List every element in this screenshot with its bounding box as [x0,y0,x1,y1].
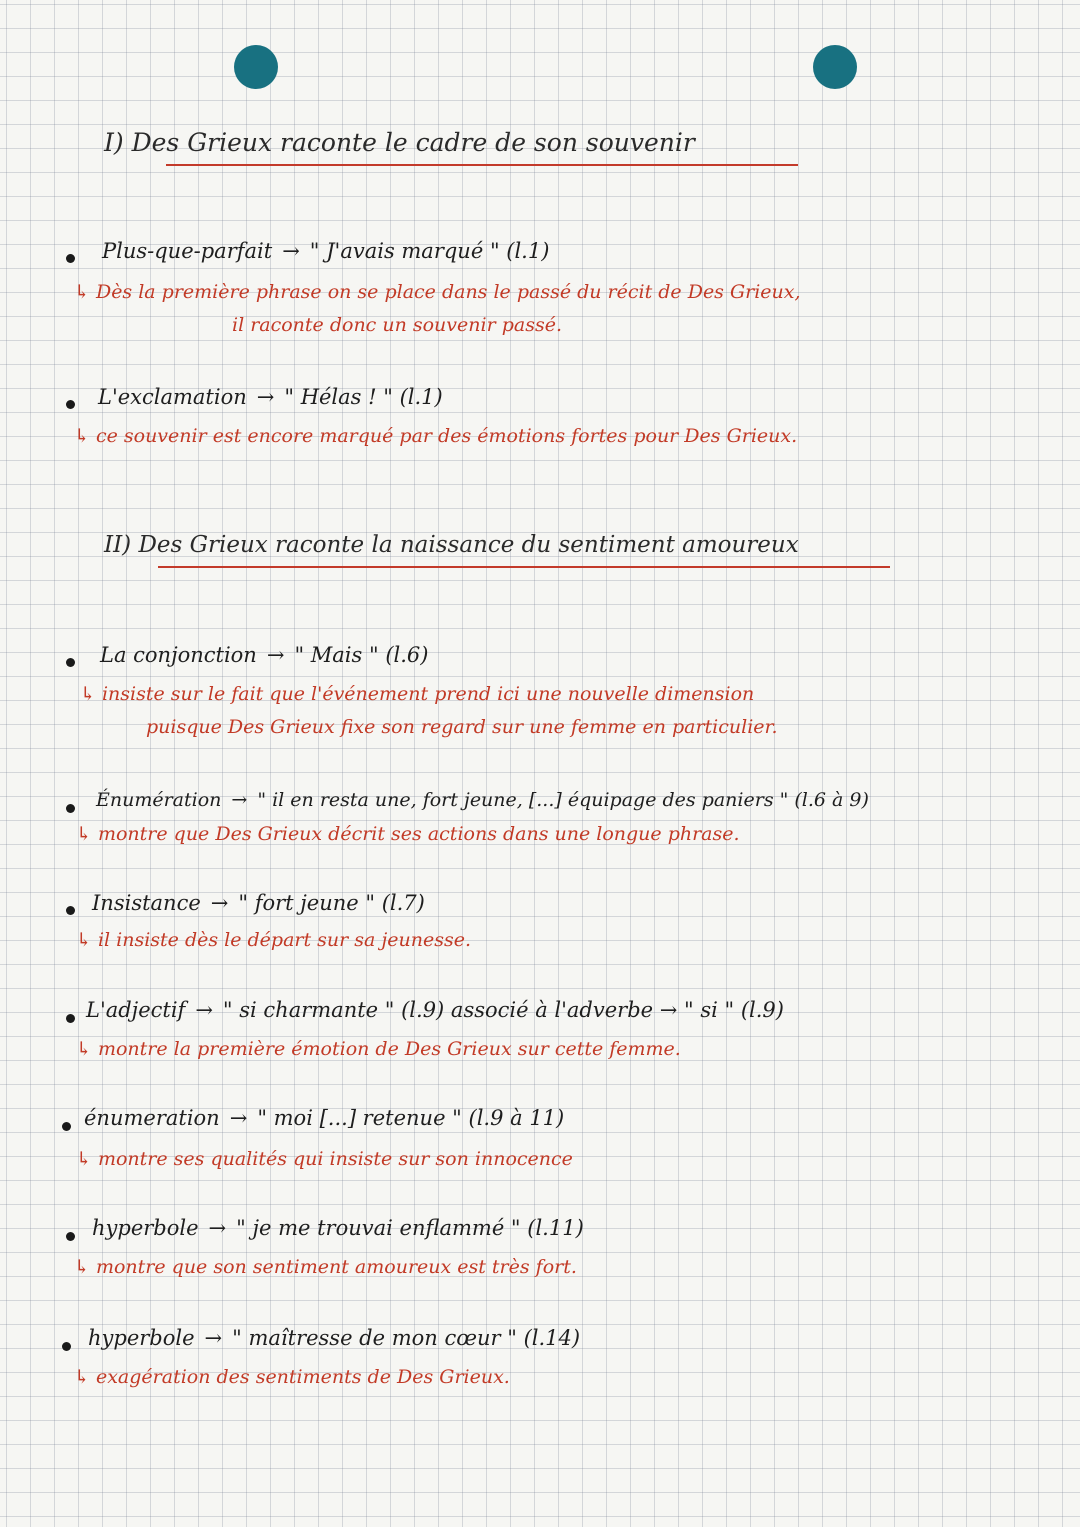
item-quote: " si charmante " (l.9) associé à l'adverbe → " si " (l.9) [222,998,784,1022]
item-term: Insistance [92,891,201,915]
item-term: énumeration [84,1106,220,1130]
item-line [88,1326,580,1350]
arrow-icon: → [204,1326,223,1350]
item-note: puisque Des Grieux fixe son regard sur une femme en particulier. [146,716,778,738]
bullet-icon [66,1014,75,1023]
arrow-icon: → [208,1216,227,1240]
arrow-icon: → [195,998,213,1022]
item-note: ↳ il insiste dès le départ sur sa jeunesse. [76,929,472,951]
item-quote: " Hélas ! " (l.1) [284,385,443,409]
bullet-icon [66,906,75,915]
item-note: ↳ exagération des sentiments de Des Grieux. [74,1366,510,1388]
arrow-icon: → [256,385,275,409]
item-line [92,891,425,915]
item-quote: " fort jeune " (l.7) [238,891,425,915]
item-term: hyperbole [88,1326,195,1350]
arrow-icon: → [231,789,248,811]
item-note: ↳ montre que Des Grieux décrit ses actions dans une longue phrase. [76,823,740,845]
item-quote: " moi [...] retenue " (l.9 à 11) [257,1106,565,1130]
item-note: ↳ montre que son sentiment amoureux est très fort. [74,1256,577,1278]
bullet-icon [66,1232,75,1241]
bullet-icon [66,254,75,263]
item-term: L'exclamation [98,385,247,409]
bullet-icon [66,400,75,409]
item-note: ↳ montre ses qualités qui insiste sur son innocence [76,1148,573,1170]
item-note: ↳ insiste sur le fait que l'événement prend ici une nouvelle dimension [80,683,755,705]
item-term: hyperbole [92,1216,199,1240]
item-quote: " J'avais marqué " (l.1) [309,239,550,263]
item-note: il raconte donc un souvenir passé. [232,314,562,336]
punch-hole-right [813,45,857,89]
section-title-1-underline [166,164,798,166]
bullet-icon [66,658,75,667]
section-title-2: II) Des Grieux raconte la naissance du sentiment amoureux [104,532,799,558]
item-term: Plus-que-parfait [102,239,273,263]
item-term: Énumération [96,789,222,811]
item-note: ↳ montre la première émotion de Des Grieux sur cette femme. [76,1038,681,1060]
item-line [100,643,428,667]
item-term: L'adjectif [86,998,186,1022]
item-note: ↳ Dès la première phrase on se place dans le passé du récit de Des Grieux, [74,281,801,303]
arrow-icon: → [210,891,229,915]
bullet-icon [66,804,75,813]
punch-hole-left [234,45,278,89]
arrow-icon: → [282,239,300,263]
item-line [96,789,869,811]
section-title-2-underline [158,566,890,568]
item-line [102,239,549,263]
item-line [84,1106,564,1130]
item-term: La conjonction [100,643,257,667]
item-line [92,1216,584,1240]
item-quote: " il en resta une, fort jeune, [...] équipage des paniers " (l.6 à 9) [257,789,869,811]
item-quote: " je me trouvai enflammé " (l.11) [236,1216,584,1240]
bullet-icon [62,1342,71,1351]
item-quote: " maîtresse de mon cœur " (l.14) [232,1326,581,1350]
item-line [98,385,443,409]
item-note: ↳ ce souvenir est encore marqué par des émotions fortes pour Des Grieux. [74,425,798,447]
arrow-icon: → [229,1106,248,1130]
item-quote: " Mais " (l.6) [294,643,429,667]
arrow-icon: → [266,643,285,667]
item-line [86,998,784,1022]
section-title-1: I) Des Grieux raconte le cadre de son souvenir [104,128,695,157]
bullet-icon [62,1122,71,1131]
